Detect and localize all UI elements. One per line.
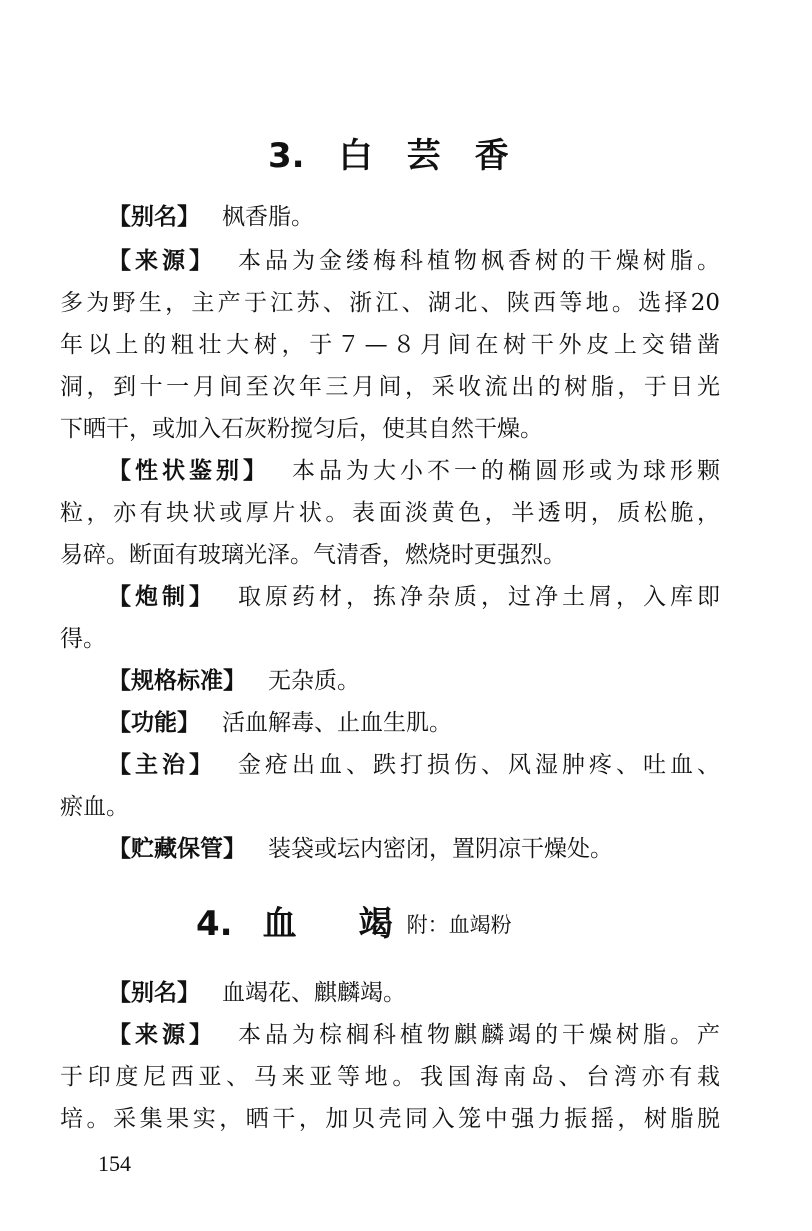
- s3-source-label: 【来源】: [108, 248, 216, 274]
- section-3-heading: [268, 128, 509, 177]
- s3-source-line-2: 多为野生，主产于江苏、浙江、湖北、陕西等地。选择20: [60, 290, 720, 316]
- s3-indication-label: 【主治】: [108, 752, 216, 778]
- s4-source-line-2: 于印度尼西亚、马来亚等地。我国海南岛、台湾亦有栽: [60, 1064, 720, 1090]
- section-3-number: 3.: [268, 136, 305, 176]
- s3-storage-entry: [108, 834, 720, 864]
- s4-alias-entry: [108, 978, 720, 1008]
- s4-source-line-3: 培。采集果实，晒干，加贝壳同入笼中强力振摇，树脂脱: [60, 1106, 720, 1132]
- s3-function-text: 活血解毒、止血生肌。: [222, 710, 452, 736]
- s3-function-entry: [108, 708, 720, 738]
- s3-source-line-4: 洞，到十一月间至次年三月间，采收流出的树脂，于日光: [60, 374, 720, 400]
- s3-identification-text-1: 本品为大小不一的椭圆形或为球形颗: [292, 458, 720, 484]
- s4-source-text-1: 本品为棕榈科植物麒麟竭的干燥树脂。产: [238, 1022, 720, 1048]
- section-3-title-char-3: 香: [474, 136, 509, 176]
- s3-standard-text: 无杂质。: [268, 668, 360, 694]
- s3-identification-line-2: 粒，亦有块状或厚片状。表面淡黄色，半透明，质松脆，: [60, 500, 720, 526]
- s3-alias-entry: [108, 202, 720, 232]
- s3-processing-line-2: 得。: [60, 626, 106, 652]
- s3-source-line-3: 年以上的粗壮大树，于７—８月间在树干外皮上交错凿: [60, 332, 720, 358]
- s3-standard-label: 【规格标准】: [108, 668, 246, 694]
- s3-identification-label: 【性状鉴别】: [108, 458, 270, 484]
- s3-standard-entry: [108, 666, 720, 696]
- s3-storage-text: 装袋或坛内密闭，置阴凉干燥处。: [268, 836, 613, 862]
- section-4-heading: [196, 896, 512, 945]
- s3-indication-line-1: [108, 750, 720, 780]
- section-3-title-char-2: 芸: [406, 136, 441, 176]
- page-number: 154: [98, 1151, 131, 1176]
- s3-processing-label: 【炮制】: [108, 584, 216, 610]
- s3-indication-text-1: 金疮出血、跌打损伤、风湿肿疼、吐血、: [238, 752, 720, 778]
- section-4-title-char-1: 血: [262, 904, 297, 944]
- s3-function-label: 【功能】: [108, 710, 200, 736]
- s4-source-line-1: [108, 1020, 720, 1050]
- s3-identification-line-3: 易碎。断面有玻璃光泽。气清香，燃烧时更强烈。: [60, 542, 566, 568]
- s3-alias-text: 枫香脂。: [222, 204, 314, 230]
- s3-indication-line-2: 瘀血。: [60, 794, 129, 820]
- section-4-subtitle: 附：血竭粉: [406, 913, 512, 937]
- s3-storage-label: 【贮藏保管】: [108, 836, 246, 862]
- s3-processing-line-1: [108, 582, 720, 612]
- s3-source-text-1: 本品为金缕梅科植物枫香树的干燥树脂。: [238, 248, 720, 274]
- s4-source-label: 【来源】: [108, 1022, 216, 1048]
- section-4-number: 4.: [196, 904, 233, 944]
- s4-alias-text: 血竭花、麒麟竭。: [222, 980, 406, 1006]
- section-4-title-char-2: 竭: [358, 904, 393, 944]
- s4-alias-label: 【别名】: [108, 980, 200, 1006]
- s3-identification-line-1: [108, 456, 720, 486]
- s3-source-line-1: [108, 246, 720, 276]
- s3-alias-label: 【别名】: [108, 204, 200, 230]
- s3-source-line-5: 下晒干，或加入石灰粉搅匀后，使其自然干燥。: [60, 416, 543, 442]
- section-3-title-char-1: 白: [338, 136, 373, 176]
- s3-processing-text-1: 取原药材，拣净杂质，过净土屑，入库即: [238, 584, 720, 610]
